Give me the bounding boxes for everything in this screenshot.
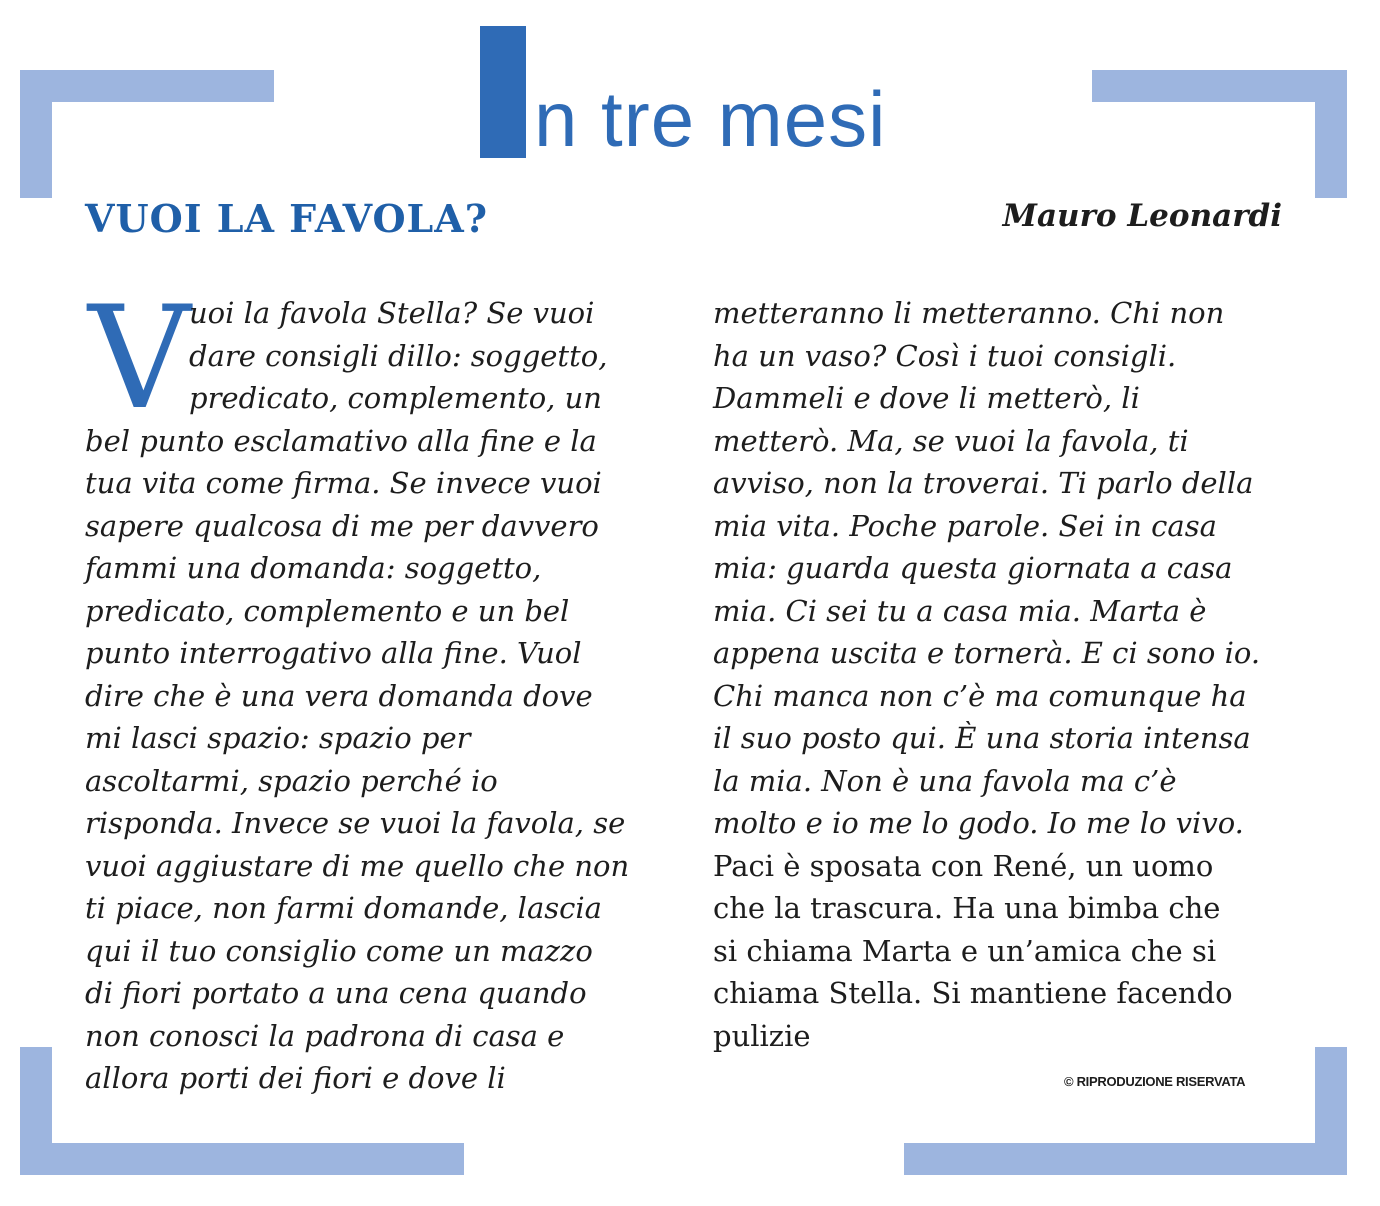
frame-corner-bottom-right-vertical: [1315, 1047, 1347, 1175]
drop-cap: V: [88, 276, 191, 441]
article-line: metteranno li metteranno. Chi non: [713, 296, 1225, 330]
article-line: risponda. Invece se vuoi la favola, se: [85, 806, 626, 840]
article-line: la mia. Non è una favola ma c’è: [713, 763, 1177, 798]
article-column-left: [85, 292, 650, 1100]
article-line: il suo posto qui. È una storia intensa: [713, 721, 1251, 755]
article-line: vuoi aggiustare di me quello che non: [85, 848, 630, 883]
frame-corner-top-left-vertical: [20, 70, 52, 198]
article-line: mia. Ci sei tu a casa mia. Marta è: [713, 593, 1207, 628]
frame-corner-top-right: [1092, 70, 1347, 102]
article-line: appena uscita e tornerà. E ci sono io.: [713, 636, 1261, 670]
article-line: fammi una domanda: soggetto,: [85, 551, 542, 585]
article-line: che la trascura. Ha una bimba che: [713, 891, 1221, 925]
article-line: ha un vaso? Così i tuoi consigli.: [713, 338, 1177, 373]
article-line: non conosci la padrona di casa e: [85, 1018, 565, 1053]
masthead-title: n tre mesi: [534, 75, 887, 163]
article-line: ti piace, non farmi domande, lascia: [85, 891, 602, 925]
article-line: di fiori portato a una cena quando: [85, 976, 587, 1010]
article-line: si chiama Marta e un’amica che si: [713, 933, 1217, 968]
article-line: dire che è una vera domanda dove: [85, 678, 593, 713]
article-title: VUOI LA FAVOLA?: [85, 196, 489, 241]
frame-corner-bottom-left: [20, 1143, 464, 1175]
article-line: Dammeli e dove li metterò, li: [713, 381, 1140, 415]
article-line: allora porti dei fiori e dove li: [85, 1061, 506, 1095]
article-line: mi lasci spazio: spazio per: [85, 721, 471, 755]
article-line: uoi la favola Stella? Se vuoi: [189, 296, 595, 330]
frame-corner-top-right-vertical: [1315, 70, 1347, 198]
article-line: punto interrogativo alla fine. Vuol: [85, 636, 582, 670]
article-line: predicato, complemento, un: [189, 381, 602, 415]
article-line: predicato, complemento e un bel: [85, 593, 570, 628]
article-line: Paci è sposata con René, un uomo: [713, 848, 1214, 883]
article-line: avviso, non la troverai. Ti parlo della: [713, 466, 1254, 500]
article-line: molto e io me lo godo. Io me lo vivo.: [713, 806, 1244, 840]
article-line: qui il tuo consiglio come un mazzo: [85, 933, 593, 968]
masthead-initial-bar: [480, 26, 526, 158]
frame-corner-bottom-right: [904, 1143, 1347, 1175]
article-line: tua vita come firma. Se invece vuoi: [85, 466, 602, 500]
article-column-right: [713, 292, 1288, 1057]
article-line: bel punto esclamativo alla fine e la: [85, 423, 597, 458]
article-line: ascoltarmi, spazio perché io: [85, 763, 498, 798]
frame-corner-bottom-left-vertical: [20, 1047, 52, 1175]
article-line: sapere qualcosa di me per davvero: [85, 508, 599, 543]
article-author: Mauro Leonardi: [1002, 198, 1282, 234]
article-line: mia: guarda questa giornata a casa: [713, 551, 1233, 585]
article-line: pulizie: [713, 1018, 811, 1053]
article-line: dare consigli dillo: soggetto,: [189, 338, 608, 373]
article-line: Chi manca non c’è ma comunque ha: [713, 678, 1247, 713]
article-line: metterò. Ma, se vuoi la favola, ti: [713, 423, 1189, 458]
frame-corner-top-left: [20, 70, 274, 102]
article-line: mia vita. Poche parole. Sei in casa: [713, 508, 1217, 543]
article-line: chiama Stella. Si mantiene facendo: [713, 976, 1233, 1010]
copyright-notice: © RIPRODUZIONE RISERVATA: [1064, 1074, 1246, 1089]
